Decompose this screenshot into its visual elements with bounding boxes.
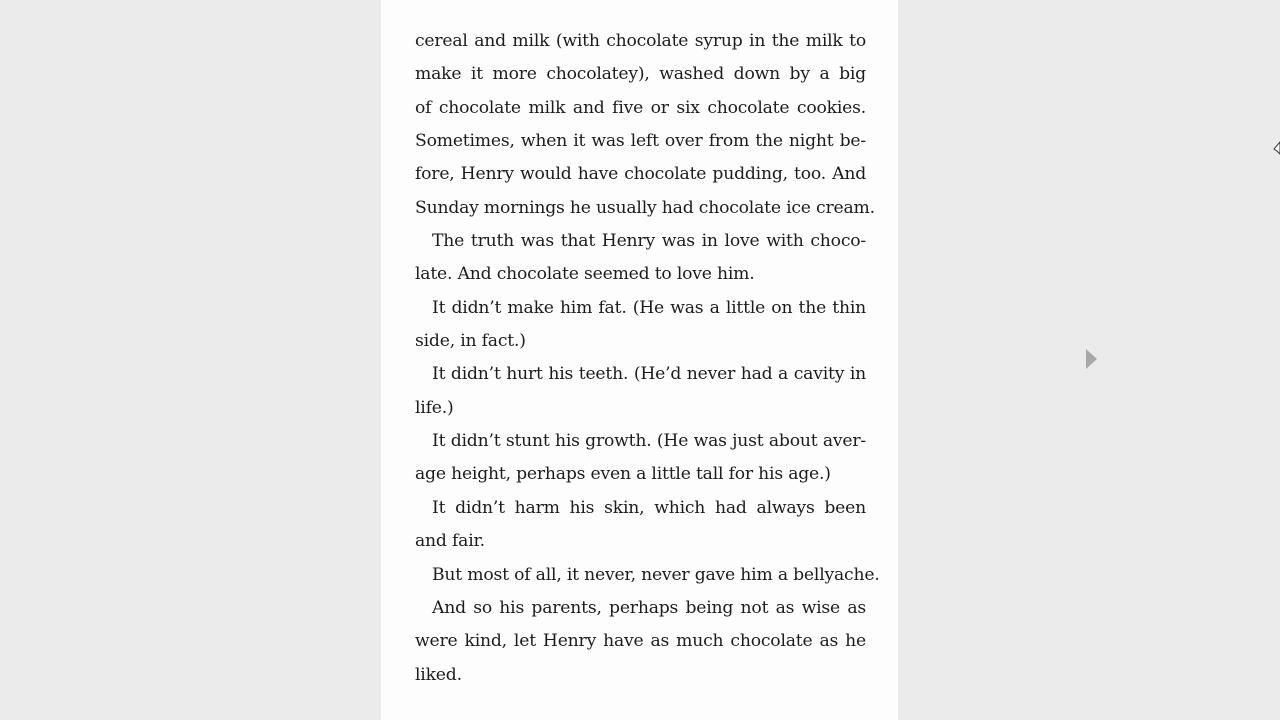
text-line: side, in fact.): [415, 331, 526, 352]
text-line: late. And chocolate seemed to love him.: [415, 264, 755, 285]
text-line: But most of all, it never, never gave him a bellyache.: [432, 564, 880, 585]
text-line: liked.: [415, 664, 462, 685]
text-line: fore, Henry would have chocolate pudding, too. And: [415, 164, 866, 185]
text-line: Sometimes, when it was left over from the night be-: [415, 131, 866, 152]
page-text: [415, 25, 880, 692]
mouse-cursor-icon: [1273, 140, 1280, 160]
text-line: make it more chocolatey), washed down by a big: [415, 64, 866, 85]
text-line: It didn’t hurt his teeth. (He’d never had a cavity in: [432, 364, 866, 385]
text-line: age height, perhaps even a little tall for his age.): [415, 464, 831, 485]
text-line: It didn’t stunt his growth. (He was just about aver-: [432, 431, 866, 452]
text-line: The truth was that Henry was in love with choco-: [432, 231, 866, 252]
next-page-arrow-icon[interactable]: [1086, 349, 1097, 369]
text-line: Sunday mornings he usually had chocolate ice cream.: [415, 197, 875, 218]
text-line: It didn’t harm his skin, which had always been: [432, 497, 866, 518]
text-line: It didn’t make him fat. (He was a little on the thin: [432, 297, 866, 318]
text-line: life.): [415, 397, 454, 418]
text-line: of chocolate milk and five or six chocolate cookies.: [415, 97, 866, 118]
text-line: And so his parents, perhaps being not as wise as: [432, 597, 866, 618]
text-line: and fair.: [415, 531, 485, 552]
text-line: were kind, let Henry have as much chocolate as he: [415, 631, 866, 652]
text-line: cereal and milk (with chocolate syrup in the milk to: [415, 31, 866, 51]
book-page: [381, 0, 898, 720]
